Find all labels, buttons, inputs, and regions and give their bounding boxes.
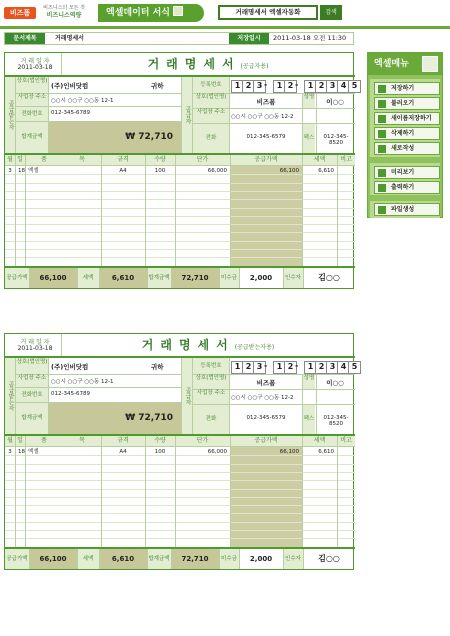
doc-title-label: 문서제목 (5, 33, 45, 44)
row-month[interactable]: 3 (8, 448, 12, 455)
save-label: 저장하기 (391, 85, 415, 92)
new-button[interactable] (374, 142, 440, 155)
row-spec[interactable]: A4 (119, 167, 127, 174)
supplier-address-value[interactable]: ○○시 ○○구 ○○동 12-2 (231, 395, 294, 401)
col-supply-header: 공급가액 (230, 155, 302, 165)
grid-line (229, 358, 230, 434)
row-item[interactable]: 엑셀 (28, 448, 39, 455)
invoice-title: 거래명세서 (147, 57, 241, 71)
grid-line (229, 77, 230, 153)
supplier-company-value[interactable]: 비즈폼 (256, 379, 276, 387)
supplier-phone-value[interactable]: 012-345-6579 (246, 134, 286, 140)
regno-digit[interactable]: 2 (242, 361, 255, 374)
grid-line (171, 549, 172, 569)
supplier-company-label: 상호(법인명) (193, 375, 229, 389)
buyer-company-value[interactable]: (주)인비닷컴 (51, 363, 89, 371)
date-value[interactable]: 2011-03-18 (17, 345, 53, 352)
buyer-side-label: 공급받는자 (5, 77, 15, 153)
app-title (98, 4, 204, 22)
total-value[interactable]: 72,710 (171, 549, 219, 569)
grid-line (61, 334, 62, 356)
col-spec-header: 규격 (101, 436, 145, 446)
menu-title: 엑셀메뉴 (374, 59, 409, 69)
regno-digit[interactable]: 5 (348, 80, 361, 93)
col-spec-header: 규격 (101, 155, 145, 165)
supply-value[interactable]: 66,100 (29, 549, 77, 569)
supply-label: 공급가액 (5, 549, 29, 569)
excel-menu (367, 52, 443, 218)
supplier-side-label: 공급자 (182, 358, 192, 434)
tax-value[interactable]: 6,610 (99, 549, 147, 569)
grid-line (99, 549, 100, 569)
file-icon (378, 206, 386, 214)
menu-group-file (370, 79, 440, 157)
supplier-phone-value[interactable]: 012-345-6579 (246, 415, 286, 421)
receiver-label: 인수자 (283, 268, 303, 288)
buyer-phone-label: 전화번호 (16, 388, 48, 402)
buyer-company-label: 상호(법인명) (16, 77, 48, 93)
excel-icon (422, 56, 438, 72)
grid-line (302, 93, 303, 153)
supplier-address-label: 사업장 주소 (193, 109, 229, 123)
supplier-name-label: 성명 (303, 375, 315, 389)
supplier-fax-label: 팩스 (303, 124, 315, 153)
col-item-b-header: 목 (63, 436, 101, 446)
preview-label: 미리보기 (391, 169, 415, 176)
doc-title-value[interactable]: 거래명세서 (55, 35, 84, 42)
grid-line (77, 549, 78, 569)
buyer-company-value[interactable]: (주)인비닷컴 (51, 82, 89, 90)
supplier-fax-value[interactable]: 012-345-8520 (323, 134, 349, 146)
delete-icon (378, 130, 386, 138)
supplier-address-label: 사업장 주소 (193, 390, 229, 404)
regno-digit[interactable]: 4 (337, 80, 350, 93)
menu-header (368, 53, 442, 75)
row-qty[interactable]: 100 (154, 167, 166, 174)
save-as-button[interactable] (374, 112, 440, 125)
regno-digit[interactable]: 5 (348, 361, 361, 374)
bizform-logo[interactable]: 비즈폼 (4, 7, 36, 19)
row-price[interactable]: 66,000 (207, 448, 227, 455)
menu-group-print (370, 163, 440, 195)
create-file-button[interactable] (374, 203, 440, 216)
save-as-label: 새이름저장하기 (391, 115, 432, 122)
buyer-total-box (49, 122, 181, 153)
col-month-header: 월 (5, 436, 15, 446)
menu-group-export (370, 201, 440, 218)
total-label: 합계금액 (147, 268, 171, 288)
print-button[interactable] (374, 181, 440, 194)
grid-line (147, 268, 148, 288)
row-supply[interactable]: 66,100 (279, 448, 299, 455)
col-note-header: 비고 (337, 155, 355, 165)
grid-line (99, 268, 100, 288)
buyer-address-value[interactable]: ○○시 ○○구 ○○동 12-1 (51, 98, 114, 104)
grid-line (239, 268, 240, 288)
grid-line (303, 549, 304, 569)
row-month[interactable]: 3 (8, 167, 12, 174)
supplier-fax-value[interactable]: 012-345-8520 (323, 415, 349, 427)
supplier-side-label: 공급자 (182, 77, 192, 153)
buyer-phone-value[interactable]: 012-345-6789 (51, 110, 90, 116)
regno-dash: - (295, 80, 299, 89)
buyer-total-label: 합계금액 (16, 403, 48, 434)
save-button[interactable] (374, 82, 440, 95)
search-button[interactable]: 검색 (320, 5, 342, 20)
save-time-label: 저장일시 (229, 33, 269, 44)
save-icon (378, 85, 386, 93)
regno-digit[interactable]: 1 (304, 80, 317, 93)
regno-digit[interactable]: 2 (284, 361, 297, 374)
supplier-name-value[interactable]: 이○○ (326, 379, 344, 387)
grid-line (147, 549, 148, 569)
regno-digit[interactable]: 2 (315, 361, 328, 374)
col-qty-header: 수량 (145, 436, 175, 446)
buyer-address-value[interactable]: ○○시 ○○구 ○○동 12-1 (51, 379, 114, 385)
col-month-header: 월 (5, 155, 15, 165)
unpaid-value[interactable]: 2,000 (249, 273, 273, 282)
date-label: 거 래 일 자 (20, 58, 50, 65)
supplier-phone-label: 전화 (193, 124, 229, 153)
supplier-name-value[interactable]: 이○○ (326, 98, 344, 106)
preview-icon (378, 169, 386, 177)
grid-line (61, 53, 62, 75)
regno-digit[interactable]: 3 (326, 361, 339, 374)
buyer-phone-label: 전화번호 (16, 107, 48, 121)
logo-sub-small: 비즈니스의 모든 것 (43, 5, 85, 11)
supply-label: 공급가액 (5, 268, 29, 288)
total-label: 합계금액 (147, 549, 171, 569)
row-spec[interactable]: A4 (119, 448, 127, 455)
new-label: 새로작성 (391, 145, 415, 152)
grid-line (171, 268, 172, 288)
grid-line (316, 93, 317, 153)
receiver-value[interactable]: 김○○ (318, 272, 340, 282)
receiver-value[interactable]: 김○○ (318, 553, 340, 563)
buyer-address-label: 사업장 주소 (16, 375, 48, 387)
print-icon (378, 184, 386, 192)
load-label: 불러오기 (391, 100, 415, 107)
row-note[interactable] (337, 448, 355, 456)
grid-line (29, 268, 30, 288)
tax-label: 세액 (77, 549, 99, 569)
invoice-title-wrap (65, 56, 351, 72)
buyer-honorific: 귀하 (151, 82, 164, 90)
currency-sign: ₩ (125, 132, 136, 142)
logo-secondary: 비즈니스역량 (46, 12, 82, 19)
regno-digit[interactable]: 3 (326, 80, 339, 93)
grid-line (5, 356, 355, 358)
row-tax[interactable]: 6,610 (318, 167, 334, 174)
buyer-total-value[interactable]: 72,710 (138, 413, 173, 423)
date-label: 거 래 일 자 (20, 339, 50, 346)
search-input[interactable]: 거래명세서 엑셀자동화 (218, 5, 318, 20)
buyer-address-label: 사업장 주소 (16, 94, 48, 106)
col-item-a-header: 품 (25, 436, 63, 446)
col-day-header: 일 (15, 436, 25, 446)
row-supply[interactable]: 66,100 (279, 167, 299, 174)
delete-label: 삭제하기 (391, 130, 415, 137)
row-day[interactable]: 18 (18, 448, 25, 455)
create-file-label: 파일생성 (391, 206, 415, 213)
document-icon (173, 6, 183, 16)
row-qty[interactable]: 100 (154, 448, 166, 455)
print-label: 출력하기 (391, 184, 415, 191)
grid-line (48, 77, 49, 153)
invoice-title-wrap (65, 337, 351, 353)
buyer-total-value[interactable]: 72,710 (138, 132, 173, 142)
delete-button[interactable] (374, 127, 440, 140)
supplier-address-value[interactable]: ○○시 ○○구 ○○동 12-2 (231, 114, 294, 120)
grid-line (48, 358, 49, 434)
col-tax-header: 세액 (302, 155, 337, 165)
grid-line (283, 549, 284, 569)
regno-digit[interactable]: 2 (242, 80, 255, 93)
col-note-header: 비고 (337, 436, 355, 446)
regno-digit[interactable]: 1 (273, 361, 286, 374)
row-day[interactable]: 18 (18, 167, 25, 174)
col-price-header: 단가 (175, 155, 230, 165)
buyer-phone-value[interactable]: 012-345-6789 (51, 391, 90, 397)
supply-value[interactable]: 66,100 (29, 268, 77, 288)
regno-dash: - (295, 361, 299, 370)
save-as-icon (378, 115, 386, 123)
save-time-value: 2011-03-18 오전 11:30 (273, 34, 347, 42)
regno-digit[interactable]: 3 (253, 80, 266, 93)
grid-line (316, 374, 317, 434)
tax-label: 세액 (77, 268, 99, 288)
buyer-total-label: 합계금액 (16, 122, 48, 153)
invoice-buyer-copy (4, 333, 358, 570)
unpaid-label: 미수금 (219, 549, 239, 569)
regno-digit[interactable]: 4 (337, 361, 350, 374)
regno-digit[interactable]: 2 (284, 80, 297, 93)
regno-digit[interactable]: 1 (231, 80, 244, 93)
row-tax[interactable]: 6,610 (318, 448, 334, 455)
load-button[interactable] (374, 97, 440, 110)
supplier-regno-label: 등록번호 (193, 77, 229, 93)
receiver-label: 인수자 (283, 549, 303, 569)
regno-dash: - (264, 361, 268, 370)
row-price[interactable]: 66,000 (207, 167, 227, 174)
grid-line (239, 549, 240, 569)
new-icon (378, 145, 386, 153)
regno-digit[interactable]: 3 (253, 361, 266, 374)
col-supply-header: 공급가액 (230, 436, 302, 446)
grid-line (283, 268, 284, 288)
app-title-text: 엑셀데이터 서식 (106, 8, 170, 18)
grid-line (303, 268, 304, 288)
row-note[interactable] (337, 167, 355, 175)
regno-digit[interactable]: 1 (231, 361, 244, 374)
load-icon (378, 100, 386, 108)
grid-line (77, 268, 78, 288)
col-item-b-header: 목 (63, 155, 101, 165)
row-item[interactable]: 엑셀 (28, 167, 39, 174)
col-item-a-header: 품 (25, 155, 63, 165)
supplier-fax-label: 팩스 (303, 405, 315, 434)
supplier-phone-label: 전화 (193, 405, 229, 434)
regno-digit[interactable]: 2 (315, 80, 328, 93)
supplier-name-label: 성명 (303, 94, 315, 108)
supplier-regno-label: 등록번호 (193, 358, 229, 374)
currency-sign: ₩ (125, 413, 136, 423)
regno-digit[interactable]: 1 (273, 80, 286, 93)
col-day-header: 일 (15, 155, 25, 165)
grid-line (5, 75, 355, 77)
supplier-company-label: 상호(법인명) (193, 94, 229, 108)
date-value[interactable]: 2011-03-18 (17, 64, 53, 71)
buyer-honorific: 귀하 (151, 363, 164, 371)
grid-line (29, 549, 30, 569)
grid-line (219, 549, 220, 569)
grid-line (219, 268, 220, 288)
grid-line (302, 374, 303, 434)
col-tax-header: 세액 (302, 436, 337, 446)
header-divider (0, 26, 450, 29)
unpaid-label: 미수금 (219, 268, 239, 288)
buyer-total-box (49, 403, 181, 434)
invoice-title: 거래명세서 (141, 338, 235, 352)
regno-dash: - (264, 80, 268, 89)
buyer-side-label: 공급받는자 (5, 358, 15, 434)
biz-capability-logo[interactable] (40, 5, 88, 21)
tax-value[interactable]: 6,610 (99, 268, 147, 288)
col-qty-header: 수량 (145, 155, 175, 165)
preview-button[interactable] (374, 166, 440, 179)
invoice-subtitle: (공급받는자용) (234, 344, 275, 351)
total-value[interactable]: 72,710 (171, 268, 219, 288)
unpaid-value[interactable]: 2,000 (249, 554, 273, 563)
supplier-company-value[interactable]: 비즈폼 (256, 98, 276, 106)
doc-title-bar (4, 32, 354, 45)
invoice-subtitle: (공급자용) (240, 63, 269, 70)
regno-digit[interactable]: 1 (304, 361, 317, 374)
col-price-header: 단가 (175, 436, 230, 446)
buyer-company-label: 상호(법인명) (16, 358, 48, 374)
invoice-supplier-copy (4, 52, 358, 289)
